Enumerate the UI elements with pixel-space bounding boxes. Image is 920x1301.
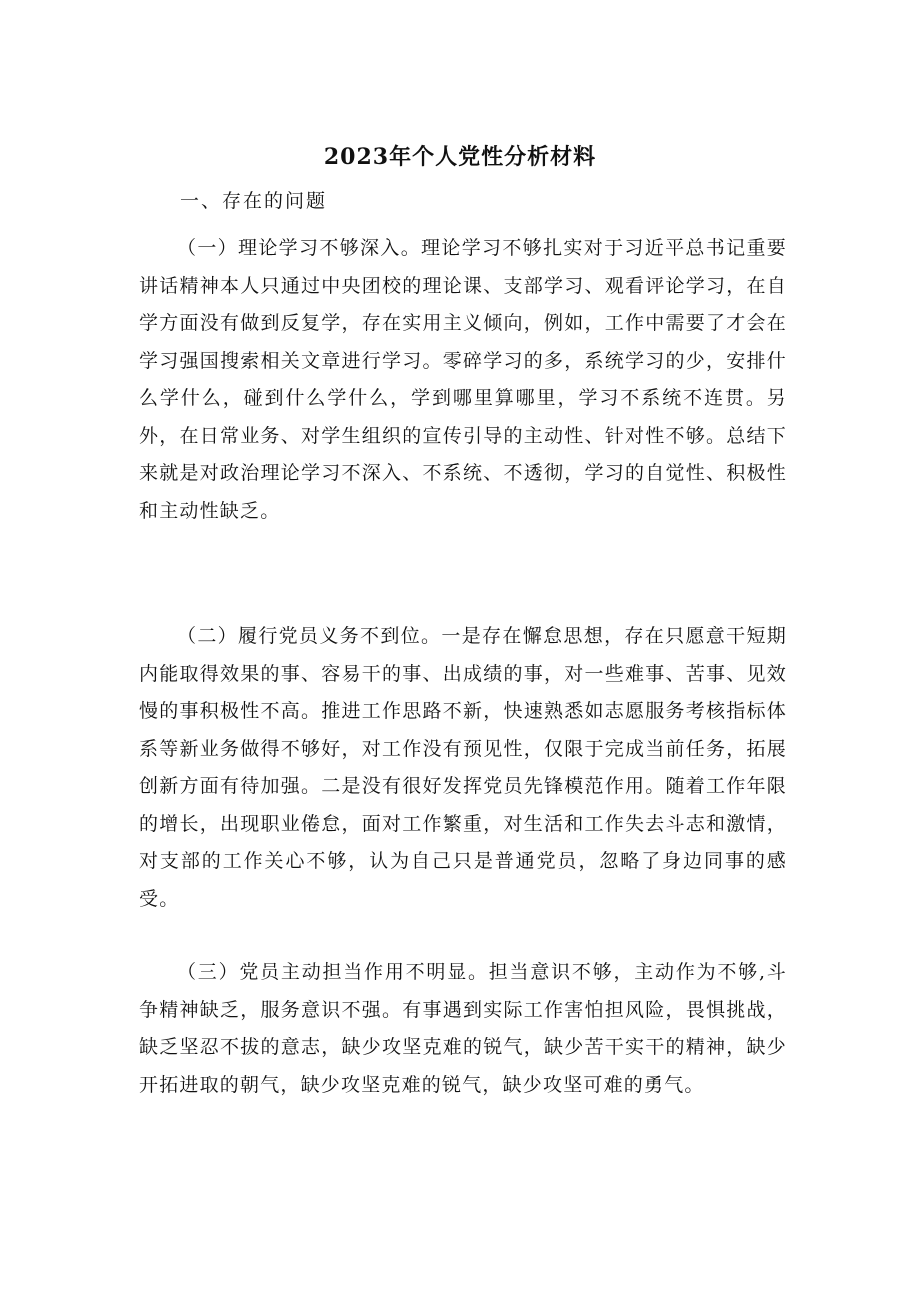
paragraph-responsibility: （三）党员主动担当作用不明显。担当意识不够，主动作为不够,斗争精神缺乏，服务意识不强。有事遇到实际工作害怕担风险，畏惧挑战，缺乏坚忍不拔的意志，缺少攻坚克难的锐气，缺少苦干实干的精神，缺少开拓进取的朝气，缺少攻坚克难的锐气，缺少攻坚可难的勇气。 xyxy=(139,961,787,1096)
paragraph-member-duty: （二）履行党员义务不到位。一是存在懈怠思想，存在只愿意干短期内能取得效果的事、容易干的事、出成绩的事，对一些难事、苦事、见效慢的事积极性不高。推进工作思路不新，快速熟悉如志愿服务考核指标体系等新业务做得不够好，对工作没有预见性，仅限于完成当前任务，拓展创新方面有待加强。二是没有很好发挥党员先锋模范作用。随着工作年限的增长，出现职业倦怠，面对工作繁重，对生活和工作失去斗志和激情，对支部的工作关心不够，认为自己只是普通党员，忽略了身边同事的感受。 xyxy=(139,625,787,910)
section-heading: 一、存在的问题 xyxy=(180,190,328,212)
paragraph-theory-study: （一）理论学习不够深入。理论学习不够扎实对于习近平总书记重要讲话精神本人只通过中央团校的理论课、支部学习、观看评论学习，在自学方面没有做到反复学，存在实用主义倾向，例如，工作中需要了才会在学习强国搜索相关文章进行学习。零碎学习的多，系统学习的少，安排什么学什么，碰到什么学什么，学到哪里算哪里，学习不系统不连贯。另外，在日常业务、对学生组织的宣传引导的主动性、针对性不够。总结下来就是对政治理论学习不深入、不系统、不透彻，学习的自觉性、积极性和主动性缺乏。 xyxy=(139,237,787,522)
document-title: 2023年个人党性分析材料 xyxy=(323,144,597,170)
